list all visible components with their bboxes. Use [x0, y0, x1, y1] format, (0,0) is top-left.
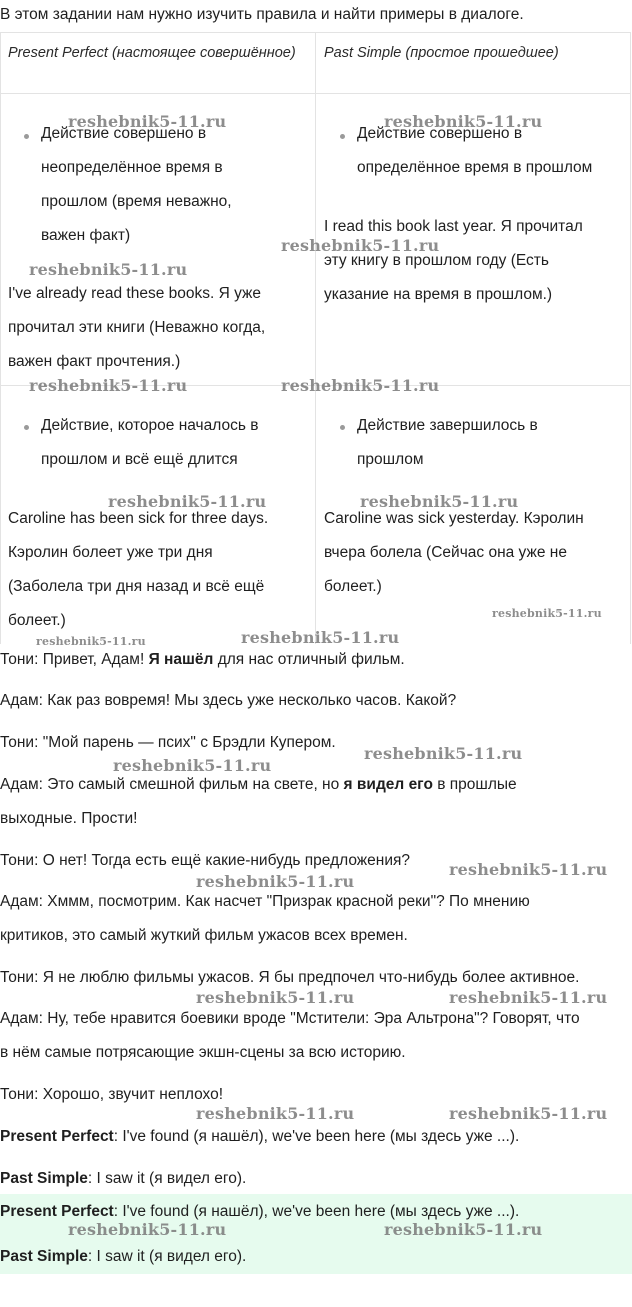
rule-text: Действие совершено в неопределённое время в прошлом (время неважно, важен факт) [41, 125, 232, 244]
watermark: reshebnik5-11.ru [113, 756, 272, 775]
watermark: reshebnik5-11.ru [241, 628, 400, 647]
watermark: reshebnik5-11.ru [384, 1220, 543, 1239]
watermark: reshebnik5-11.ru [281, 376, 440, 395]
example-text: I read this book last year. Я прочитал эту книгу в прошлом году (Есть указание на время в прошлом.) [324, 218, 583, 303]
dialog-line: Тони: Хорошо, звучит неплохо! [0, 1086, 224, 1103]
summary-past-simple: Past Simple: I saw it (я видел его). [0, 1170, 247, 1187]
dialog-line: Тони: Привет, Адам! Я нашёл для нас отличный фильм. [0, 651, 405, 668]
example-text: Caroline was sick yesterday. Кэролин вчера болела (Сейчас она уже не болеет.) [324, 510, 584, 595]
header-present-perfect: Present Perfect (настоящее совершённое) [8, 45, 296, 61]
dialog-line: выходные. Прости! [0, 810, 138, 827]
watermark: reshebnik5-11.ru [196, 872, 355, 891]
watermark: reshebnik5-11.ru [364, 744, 523, 763]
example-text: Caroline has been sick for three days. Кэролин болеет уже три дня (Заболела три дня назад и всё ещё болеет.) [8, 510, 269, 629]
watermark: reshebnik5-11.ru [196, 1104, 355, 1123]
dialog-line: Адам: Хммм, посмотрим. Как насчет "Призрак красной реки"? По мнению [0, 893, 530, 910]
dialog-line: Адам: Как раз вовремя! Мы здесь уже несколько часов. Какой? [0, 692, 457, 709]
dialog-line: Тони: Я не люблю фильмы ужасов. Я бы предпочел что-нибудь более активное. [0, 969, 580, 986]
bullet-dot [340, 425, 345, 430]
watermark: reshebnik5-11.ru [384, 112, 543, 131]
watermark: reshebnik5-11.ru [29, 260, 188, 279]
dialog-line: Адам: Ну, тебе нравится боевики вроде "Мстители: Эра Альтрона"? Говорят, что [0, 1010, 580, 1027]
watermark: reshebnik5-11.ru [29, 376, 188, 395]
watermark: reshebnik5-11.ru [108, 492, 267, 511]
watermark: reshebnik5-11.ru [449, 1104, 608, 1123]
watermark: reshebnik5-11.ru [68, 112, 227, 131]
dialog-line: Тони: "Мой парень — псих" с Брэдли Купером. [0, 734, 336, 751]
watermark: reshebnik5-11.ru [449, 988, 608, 1007]
watermark: reshebnik5-11.ru [449, 860, 608, 879]
watermark: reshebnik5-11.ru [196, 988, 355, 1007]
intro-text: В этом задании нам нужно изучить правила и найти примеры в диалоге. [0, 6, 524, 23]
watermark: reshebnik5-11.ru [36, 635, 146, 648]
watermark: reshebnik5-11.ru [68, 1220, 227, 1239]
dialog-line: в нём самые потрясающие экшн-сцены за всю историю. [0, 1044, 406, 1061]
dialog-line: Тони: О нет! Тогда есть ещё какие-нибудь предложения? [0, 852, 411, 869]
rule-text: Действие завершилось в прошлом [357, 417, 538, 468]
watermark: reshebnik5-11.ru [492, 607, 602, 620]
dialog-line: критиков, это самый жуткий фильм ужасов всех времен. [0, 927, 408, 944]
watermark: reshebnik5-11.ru [281, 236, 440, 255]
answer-past-simple: Past Simple: I saw it (я видел его). [0, 1248, 247, 1265]
bullet-dot [24, 134, 29, 139]
bullet-dot [24, 425, 29, 430]
dialog-line: Адам: Это самый смешной фильм на свете, но я видел его в прошлые [0, 776, 517, 793]
rule-text: Действие совершено в определённое время в прошлом [357, 125, 593, 176]
example-text: I've already read these books. Я уже прочитал эти книги (Неважно когда, важен факт прочтения.) [8, 285, 266, 370]
watermark: reshebnik5-11.ru [360, 492, 519, 511]
bullet-dot [340, 134, 345, 139]
rule-text: Действие, которое началось в прошлом и всё ещё длится [41, 417, 259, 468]
summary-present-perfect: Present Perfect: I've found (я нашёл), we've been here (мы здесь уже ...). [0, 1128, 520, 1145]
answer-present-perfect: Present Perfect: I've found (я нашёл), we've been here (мы здесь уже ...). [0, 1203, 520, 1220]
header-past-simple: Past Simple (простое прошедшее) [324, 45, 559, 61]
